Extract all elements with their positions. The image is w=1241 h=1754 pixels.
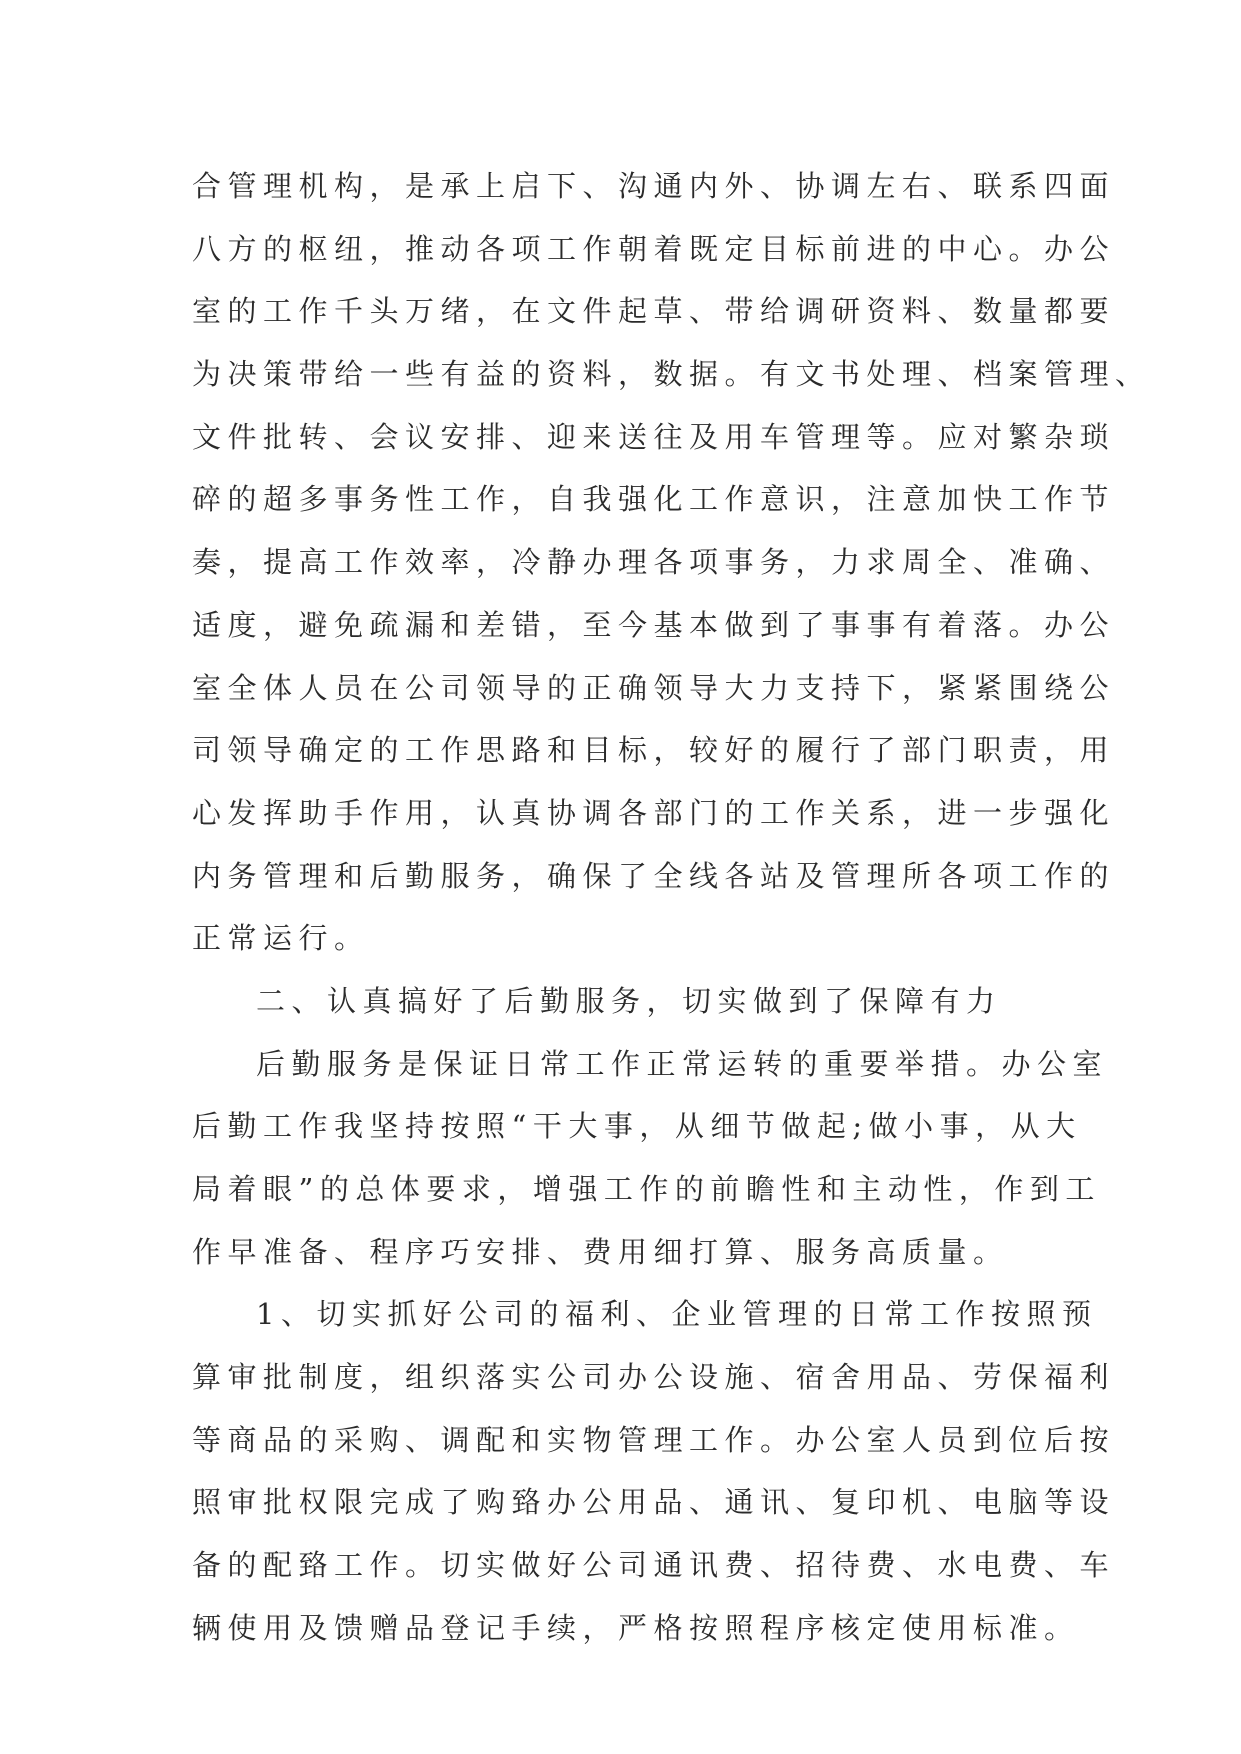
body-line: 等商品的采购、调配和实物管理工作。办公室人员到位后按 (192, 1422, 1116, 1457)
document-body (192, 155, 1151, 1660)
body-line: 室全体人员在公司领导的正确领导大力支持下，紧紧围绕公 (192, 670, 1116, 705)
body-line: 算审批制度，组织落实公司办公设施、宿舍用品、劳保福利 (192, 1360, 1116, 1395)
body-line: 照审批权限完成了购臵办公用品、通讯、复印机、电脑等设 (192, 1485, 1116, 1520)
body-line: 为决策带给一些有益的资料，数据。有文书处理、档案管理、 (192, 357, 1151, 392)
body-line: 局着眼”的总体要求，增强工作的前瞻性和主动性，作到工 (192, 1172, 1101, 1206)
body-line: 室的工作千头万绪，在文件起草、带给调研资料、数量都要 (192, 294, 1116, 329)
body-line: 适度，避免疏漏和差错，至今基本做到了事事有着落。办公 (192, 607, 1116, 642)
body-line: 奏，提高工作效率，冷静办理各项事务，力求周全、准确、 (192, 545, 1116, 580)
body-line: 合管理机构，是承上启下、沟通内外、协调左右、联系四面 (192, 169, 1116, 203)
body-line: 心发挥助手作用，认真协调各部门的工作关系，进一步强化 (192, 795, 1116, 830)
body-line: 辆使用及馈赠品登记手续，严格按照程序核定使用标准。 (192, 1610, 1080, 1645)
numbered-paragraph-start-line: 1、切实抓好公司的福利、企业管理的日常工作按照预 (256, 1297, 1098, 1332)
body-line: 司领导确定的工作思路和目标，较好的履行了部门职责，用 (192, 733, 1116, 768)
body-line: 八方的枢纽，推动各项工作朝着既定目标前进的中心。办公 (192, 231, 1116, 266)
body-line: 内务管理和后勤服务，确保了全线各站及管理所各项工作的 (192, 858, 1116, 893)
body-line: 作早准备、程序巧安排、费用细打算、服务高质量。 (192, 1234, 1009, 1269)
paragraph-start-line: 后勤服务是保证日常工作正常运转的重要举措。办公室 (256, 1046, 1109, 1081)
section-heading: 二、认真搞好了后勤服务，切实做到了保障有力 (256, 983, 1002, 1018)
body-line: 备的配臵工作。切实做好公司通讯费、招待费、水电费、车 (192, 1548, 1116, 1583)
body-line: 后勤工作我坚持按照“干大事，从细节做起;做小事，从大 (192, 1109, 1082, 1144)
body-line: 正常运行。 (192, 921, 370, 956)
body-line: 文件批转、会议安排、迎来送往及用车管理等。应对繁杂琐 (192, 419, 1116, 454)
body-line: 碎的超多事务性工作，自我强化工作意识，注意加快工作节 (192, 482, 1116, 517)
